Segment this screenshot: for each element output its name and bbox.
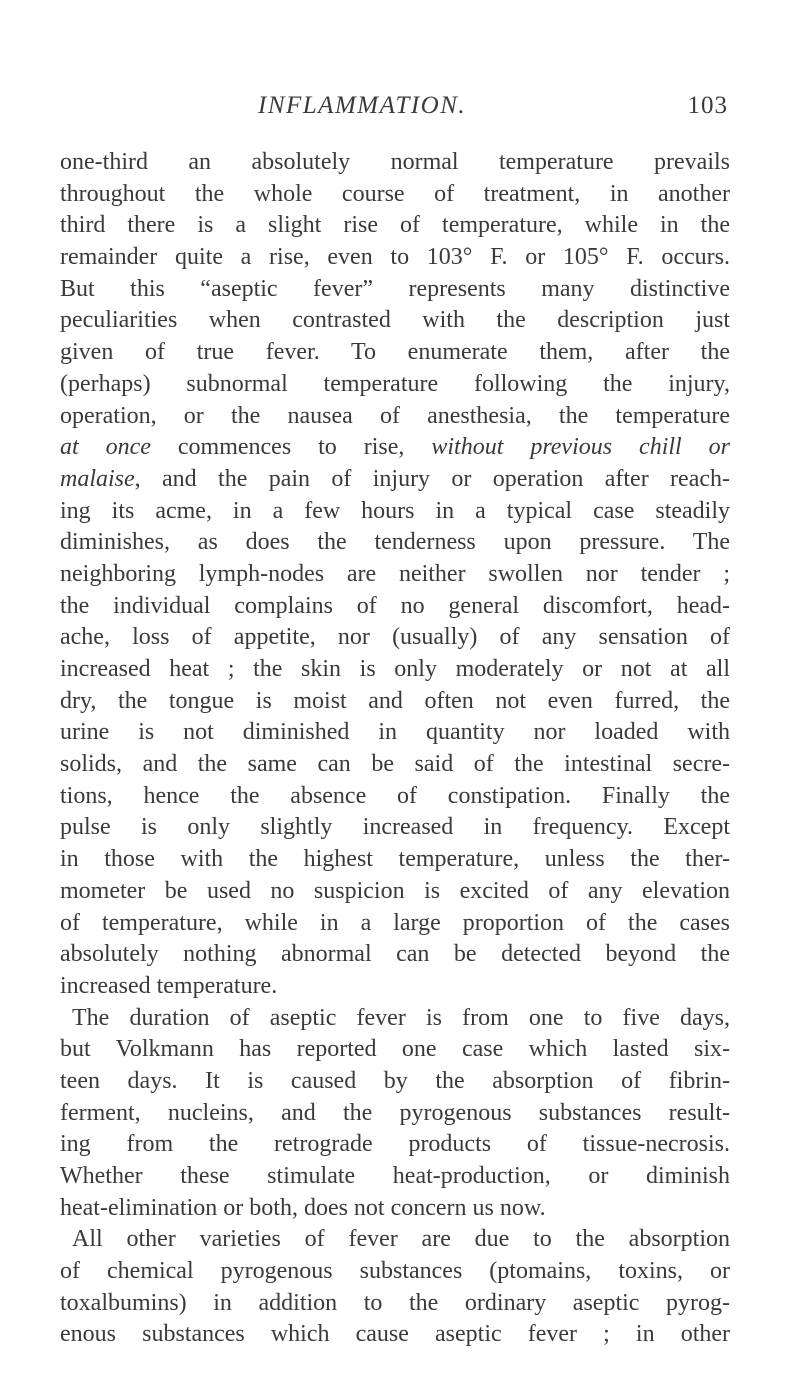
text-line: All other varieties of fever are due to the absorption [72,1226,730,1253]
text-line: one-third an absolutely normal temperature prevails [60,149,730,175]
running-head: INFLAMMATION. [258,92,467,119]
text-line: ing its acme, in a few hours in a typical case steadily [60,497,730,524]
page-header [258,92,728,132]
text-line: peculiarities when contrasted with the description just [60,307,730,334]
text-line: dry, the tongue is moist and often not even furred, the [60,687,730,714]
italic-text: without previous chill or [431,434,730,461]
text-line: at once commences to rise, without previous chill or [60,434,730,461]
page-number: 103 [687,92,728,119]
text-line: absolutely nothing abnormal can be detected beyond the [60,941,730,968]
text-line: increased temperature. [60,972,278,999]
text-line: but Volkmann has reported one case which lasted six- [60,1036,730,1063]
italic-text: malaise [60,465,135,492]
text-line: teen days. It is caused by the absorption of fibrin- [60,1067,730,1094]
text-line: pulse is only slightly increased in frequency. Except [60,814,730,841]
text-line: ing from the retrograde products of tissue-necrosis. [60,1131,730,1158]
text-line: toxalbumins) in addition to the ordinary aseptic pyrog- [60,1289,730,1316]
text-line: ferment, nucleins, and the pyrogenous substances result- [60,1099,730,1126]
body-text [60,147,730,1351]
text-line: But this “aseptic fever” represents many distinctive [60,275,730,302]
text-line: third there is a slight rise of temperature, while in the [60,212,730,239]
text-line: of chemical pyrogenous substances (ptomains, toxins, or [60,1258,730,1285]
text-line: given of true fever. To enumerate them, after the [60,339,730,366]
text-line: The duration of aseptic fever is from one to five days, [72,1004,730,1031]
text-line: remainder quite a rise, even to 103° F. or 105° F. occurs. [60,244,730,271]
text-line: tions, hence the absence of constipation. Finally the [60,782,730,809]
text-line: operation, or the nausea of anesthesia, the temperature [60,402,730,429]
text-line: ache, loss of appetite, nor (usually) of any sensation of [60,624,730,651]
text-line: enous substances which cause aseptic fever ; in other [60,1321,730,1348]
text-line: of temperature, while in a large proportion of the cases [60,909,730,936]
text-line: heat-elimination or both, does not concern us now. [60,1194,546,1221]
text-line: the individual complains of no general discomfort, head- [60,592,730,619]
text-line: mometer be used no suspicion is excited of any elevation [60,877,730,904]
text-line: in those with the highest temperature, unless the ther- [60,846,730,873]
text-line: throughout the whole course of treatment, in another [60,180,730,207]
text-line: increased heat ; the skin is only moderately or not at all [60,656,730,682]
text-line: diminishes, as does the tenderness upon pressure. The [60,529,730,556]
text-line: Whether these stimulate heat-production, or diminish [60,1163,730,1189]
text-line: solids, and the same can be said of the intestinal secre- [60,751,730,778]
italic-text: at once [60,434,151,461]
text-line: neighboring lymph-nodes are neither swollen nor tender ; [60,560,730,587]
text-line: (perhaps) subnormal temperature following the injury, [60,370,730,397]
text-line: malaise, and the pain of injury or operation after reach- [60,465,730,492]
text-line: urine is not diminished in quantity nor loaded with [60,719,730,746]
